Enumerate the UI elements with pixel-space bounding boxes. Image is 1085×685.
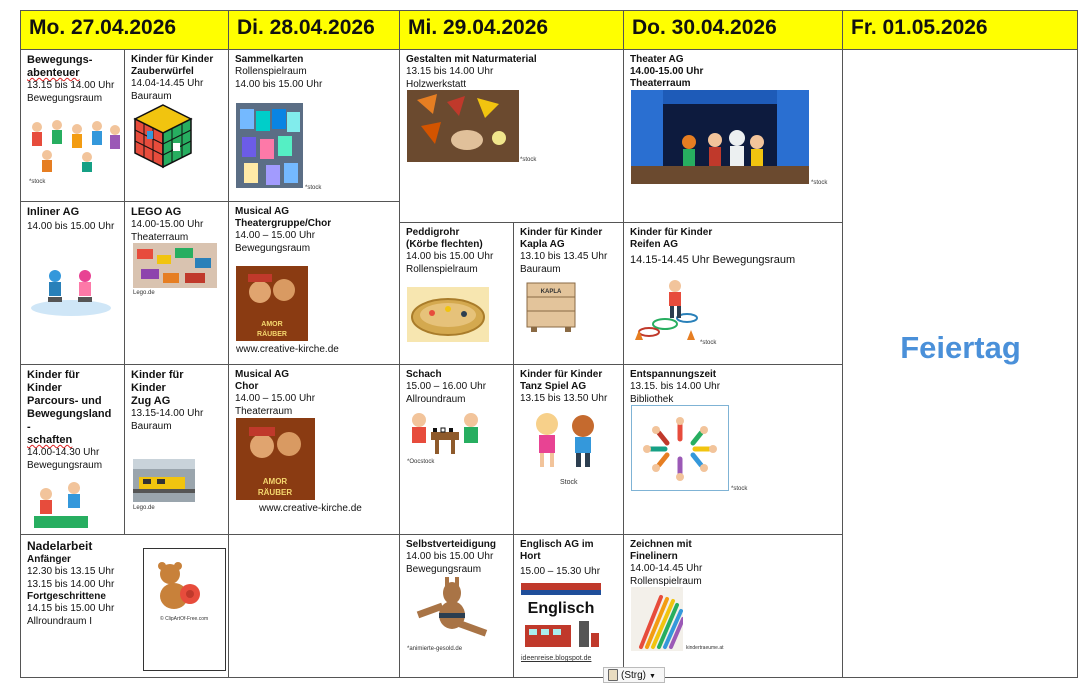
activity-title: Finelinern bbox=[630, 551, 678, 562]
activity-time: 15.00 – 15.30 Uhr bbox=[520, 566, 601, 577]
rubiks-cube-image bbox=[133, 103, 193, 169]
activity-title: Kinder für Kinder bbox=[131, 54, 214, 65]
musical-poster-image bbox=[236, 418, 315, 500]
activity-title: - bbox=[27, 421, 31, 433]
activity-time: 14.00-15.00 Uhr bbox=[131, 219, 204, 230]
activity-title: Kinder für Kinder bbox=[520, 369, 603, 380]
activity-time: 14.15 bis 15.00 Uhr bbox=[27, 603, 115, 614]
image-credit: *stock bbox=[520, 157, 537, 163]
activity-room: Allroundraum I bbox=[27, 615, 93, 627]
activity-room: Rollenspielraum bbox=[630, 575, 702, 587]
activity-title: Musical AG bbox=[235, 369, 290, 380]
activity-title: Kinder für bbox=[27, 369, 80, 381]
activity-title: Kapla AG bbox=[520, 239, 565, 250]
image-credit: *stock bbox=[731, 486, 748, 492]
activity-time: 14.00-14.45 Uhr bbox=[630, 563, 703, 574]
poster-text: RÄUBER bbox=[257, 488, 293, 497]
paste-options-label: (Strg) bbox=[621, 670, 646, 681]
activity-time: 14.00 bis 15.00 Uhr bbox=[406, 251, 494, 262]
sewing-bear-image bbox=[152, 558, 204, 613]
image-credit: *animierte-gesold.de bbox=[407, 646, 463, 652]
activity-title: Tanz Spiel AG bbox=[520, 381, 587, 392]
activity-time: 14.00-15.00 Uhr bbox=[630, 66, 704, 77]
activity-time: 13.15 bis 14.00 Uhr bbox=[27, 80, 115, 91]
image-credit: *Oocstock bbox=[407, 459, 435, 465]
activity-room: Bewegungsraum bbox=[27, 459, 103, 471]
day-header-fr: Fr. 01.05.2026 bbox=[843, 10, 1078, 50]
theater-stage-image bbox=[631, 90, 809, 184]
activity-time: 14.00 bis 15.00 Uhr bbox=[27, 221, 115, 232]
english-word: Englisch bbox=[527, 600, 595, 617]
activity-time: 14.00 – 15.00 Uhr bbox=[235, 393, 316, 404]
activity-title: Kinder bbox=[131, 382, 166, 394]
relaxation-circle-image bbox=[631, 405, 729, 491]
kapla-box-image bbox=[521, 277, 581, 334]
lego-train-image bbox=[133, 459, 195, 502]
fineliners-image bbox=[631, 587, 683, 651]
activity-title: Schach bbox=[406, 369, 442, 380]
holiday-label: Feiertag bbox=[900, 330, 1021, 365]
poster-text: RÄUBER bbox=[257, 331, 287, 338]
activity-title: Kinder bbox=[27, 382, 62, 394]
activity-title: Bewegungsland bbox=[27, 408, 112, 420]
box-label: KAPLA bbox=[540, 289, 562, 295]
activity-time: 14.04-14.45 Uhr bbox=[131, 78, 204, 89]
activity-room: Bewegungsraum bbox=[27, 92, 103, 104]
hoops-child-image bbox=[631, 276, 701, 342]
activity-room: Bibliothek bbox=[630, 393, 674, 405]
activity-room: Rollenspielraum bbox=[235, 66, 307, 77]
activity-title: Peddigrohr bbox=[406, 227, 460, 238]
activity-title: Nadelarbeit bbox=[27, 539, 93, 553]
image-credit: Lego.de bbox=[133, 505, 155, 511]
activity-time: 13.15 bis 14.00 Uhr bbox=[406, 66, 494, 77]
activity-time: 13.15 bis 14.00 Uhr bbox=[27, 578, 115, 590]
activity-room: Allroundraum bbox=[406, 393, 466, 405]
activity-title: Selbstverteidigung bbox=[406, 539, 497, 550]
activity-title: Zeichnen mit bbox=[630, 539, 692, 550]
activity-time: 14.00 bis 15.00 Uhr bbox=[235, 78, 323, 90]
activity-title: Parcours- und bbox=[27, 395, 102, 407]
source-url: www.creative-kirche.de bbox=[236, 344, 339, 355]
activity-title: Kinder für Kinder bbox=[520, 227, 603, 238]
activity-room: Rollenspielraum bbox=[406, 263, 478, 275]
activity-title: Reifen AG bbox=[630, 239, 678, 250]
karate-rabbit-image bbox=[407, 575, 493, 643]
nature-craft-image bbox=[407, 90, 519, 162]
activity-room: Bauraum bbox=[520, 263, 561, 275]
activity-title: Sammelkarten bbox=[235, 54, 304, 65]
activity-title: Musical AG bbox=[235, 206, 290, 217]
poster-text: AMOR bbox=[262, 477, 288, 486]
activity-title: Theatergruppe/Chor bbox=[235, 218, 332, 229]
musical-poster-image bbox=[236, 266, 308, 341]
activity-title: (Körbe flechten) bbox=[406, 239, 483, 250]
activity-title: Kinder für bbox=[131, 369, 184, 381]
activity-title: LEGO AG bbox=[131, 206, 182, 218]
kids-playing-image bbox=[25, 117, 123, 172]
image-credit: kindertraeume.at bbox=[686, 645, 724, 651]
activity-time: 12.30 bis 13.15 Uhr bbox=[27, 566, 115, 577]
chevron-down-icon: ▼ bbox=[649, 673, 656, 680]
activity-title: Bewegungs- bbox=[27, 54, 93, 66]
activity-time: 13.15. bis 14.00 Uhr bbox=[630, 381, 721, 392]
image-credit: ideenreise.blogspot.de bbox=[521, 655, 592, 662]
day-header-mo: Mo. 27.04.2026 bbox=[20, 10, 229, 50]
activity-room: Bewegungsraum bbox=[406, 563, 482, 575]
activity-title: Hort bbox=[520, 551, 541, 562]
clipboard-icon bbox=[608, 669, 618, 681]
activity-room: Bauraum bbox=[131, 90, 172, 102]
paste-options-button[interactable] bbox=[603, 667, 665, 683]
activity-title: Theater AG bbox=[630, 54, 684, 65]
english-lesson-image bbox=[521, 583, 601, 653]
image-credit: *stock bbox=[811, 180, 828, 186]
activity-title: Zug AG bbox=[131, 395, 171, 407]
activity-title: schaften bbox=[27, 434, 73, 446]
image-credit: *stock bbox=[700, 340, 717, 346]
group-label: Anfänger bbox=[27, 554, 71, 565]
image-credit: Stock bbox=[560, 479, 578, 486]
activity-title: Zauberwürfel bbox=[131, 66, 194, 77]
image-credit: © ClipArtOf-Free.com bbox=[160, 616, 209, 622]
source-url: www.creative-kirche.de bbox=[259, 503, 362, 514]
image-credit: *stock bbox=[305, 185, 322, 191]
trading-cards-image bbox=[236, 103, 303, 188]
activity-title: Entspannungszeit bbox=[630, 369, 717, 380]
image-credit: Lego.de bbox=[133, 290, 155, 296]
activity-room: Theaterraum bbox=[131, 231, 189, 243]
empty-slot bbox=[229, 535, 400, 678]
parcours-kids-image bbox=[30, 480, 92, 530]
activity-title: Gestalten mit Naturmaterial bbox=[406, 54, 537, 65]
activity-title: Englisch AG im bbox=[520, 539, 594, 550]
day-header-do: Do. 30.04.2026 bbox=[624, 10, 843, 50]
activity-time: 13.15 bis 13.50 Uhr bbox=[520, 393, 608, 404]
activity-room: Bewegungsraum bbox=[235, 242, 311, 254]
activity-room: Theaterraum bbox=[235, 405, 293, 417]
activity-room: Theaterraum bbox=[630, 78, 691, 89]
day-header-di: Di. 28.04.2026 bbox=[229, 10, 400, 50]
lego-bricks-image bbox=[133, 243, 217, 288]
activity-time: 14.00 – 15.00 Uhr bbox=[235, 230, 316, 241]
basket-image bbox=[407, 287, 489, 342]
group-label: Fortgeschrittene bbox=[27, 591, 106, 602]
activity-title: Inliner AG bbox=[27, 206, 80, 218]
inline-skaters-image bbox=[30, 266, 112, 316]
activity-title: Kinder für Kinder bbox=[630, 227, 713, 238]
poster-text: AMOR bbox=[261, 321, 283, 328]
activity-time: 14.00 bis 15.00 Uhr bbox=[406, 551, 494, 562]
image-credit: *stock bbox=[29, 179, 46, 185]
activity-title: abenteuer bbox=[27, 67, 80, 79]
activity-time: 15.00 – 16.00 Uhr bbox=[406, 381, 487, 392]
activity-time: 13.10 bis 13.45 Uhr bbox=[520, 251, 608, 262]
day-header-mi: Mi. 29.04.2026 bbox=[400, 10, 624, 50]
activity-room: Bauraum bbox=[131, 420, 172, 432]
chess-kids-image bbox=[407, 406, 483, 456]
activity-room: Holzwerkstatt bbox=[406, 78, 467, 90]
activity-time: 14.00-14.30 Uhr bbox=[27, 447, 100, 458]
activity-time: 13.15-14.00 Uhr bbox=[131, 408, 204, 419]
activity-time: 14.15-14.45 Uhr Bewegungsraum bbox=[630, 254, 796, 266]
activity-title: Chor bbox=[235, 381, 259, 392]
dancing-kids-image bbox=[521, 408, 609, 476]
